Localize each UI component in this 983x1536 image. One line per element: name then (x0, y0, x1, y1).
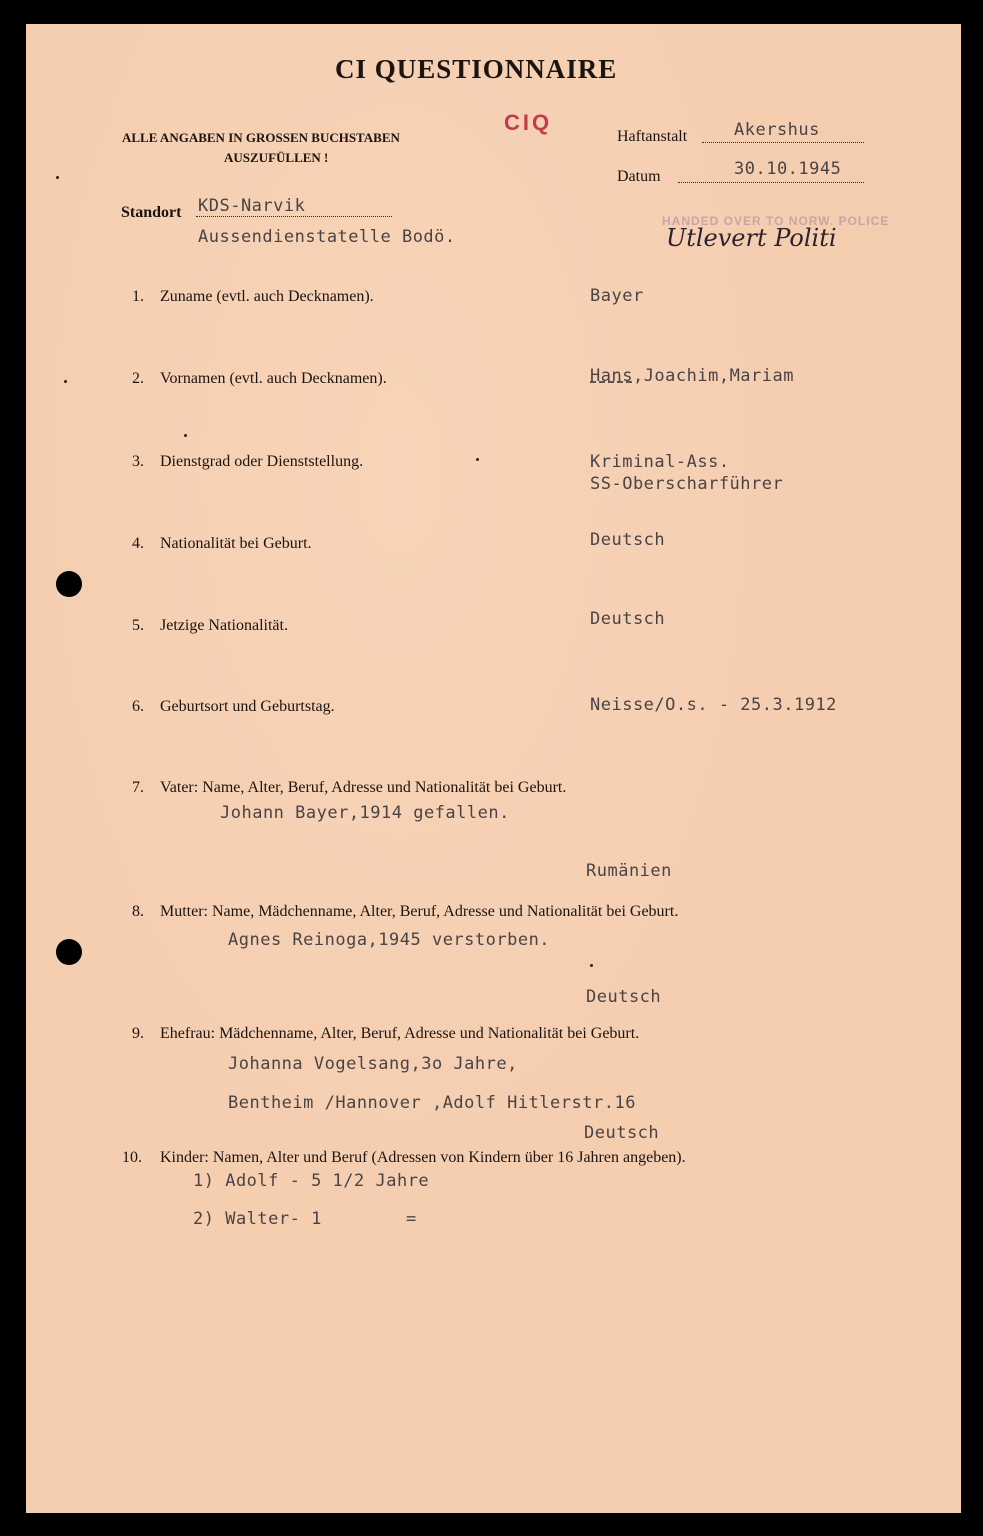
paper-speck (56, 176, 59, 179)
question-10-number: 10. (122, 1149, 142, 1166)
paper-speck (64, 380, 67, 383)
question-2-number: 2. (132, 370, 144, 387)
question-8-number: 8. (132, 903, 144, 920)
punch-hole-top (56, 571, 82, 597)
answer-birthplace-date: Neisse/O.s. - 25.3.1912 (590, 695, 837, 715)
paper-speck (476, 458, 479, 461)
datum-value: 30.10.1945 (734, 159, 842, 179)
answer-rank-1: Kriminal-Ass. (590, 452, 730, 472)
question-6-label: Geburtsort und Geburtstag. (160, 698, 335, 715)
answer-rank-2: SS-Oberscharführer (590, 474, 784, 494)
questionnaire-page (26, 24, 961, 1513)
handwritten-signature: Utlevert Politi (666, 224, 837, 252)
answer-child-1: 1) Adolf - 5 1/2 Jahre (193, 1171, 430, 1191)
datum-line (678, 182, 864, 183)
question-4-number: 4. (132, 535, 144, 552)
question-3-label: Dienstgrad oder Dienststellung. (160, 453, 364, 470)
answer-first-names-rest: ,Joachim,Mariam (632, 366, 794, 386)
paper-speck (184, 434, 187, 437)
instruction-line-2: AUSZUFÜLLEN ! (224, 150, 329, 165)
answer-child-2: 2) Walter- 1 (193, 1209, 322, 1229)
question-9-number: 9. (132, 1025, 144, 1042)
question-10-label: Kinder: Namen, Alter und Beruf (Adressen von Kindern über 16 Jahren angeben). (160, 1149, 686, 1166)
answer-nationality-birth: Deutsch (590, 530, 666, 550)
answer-child-2-ditto: = (406, 1209, 417, 1229)
question-5-number: 5. (132, 617, 144, 634)
question-3-number: 3. (132, 453, 144, 470)
faint-police-stamp: HANDED OVER TO NORW. POLICE (662, 214, 890, 228)
question-1-label: Zuname (evtl. auch Decknamen). (160, 288, 374, 305)
question-9-label: Ehefrau: Mädchenname, Alter, Beruf, Adresse und Nationalität bei Geburt. (160, 1025, 640, 1042)
standort-value-2: Aussendienstatelle Bodö. (198, 227, 456, 247)
question-7-number: 7. (132, 779, 144, 796)
answer-mother-nationality: Deutsch (586, 987, 662, 1007)
answer-wife-1: Johanna Vogelsang,3o Jahre, (228, 1054, 518, 1074)
haftanstalt-line (702, 142, 864, 143)
standort-value-1: KDS-Narvik (198, 196, 306, 216)
haftanstalt-value: Akershus (734, 120, 820, 140)
ciq-stamp: CIQ (504, 110, 553, 135)
answer-first-name-underlined: Hans (590, 366, 633, 386)
standort-line (196, 216, 392, 217)
question-6-number: 6. (132, 698, 144, 715)
standort-label: Standort (121, 204, 182, 221)
question-2-label: Vornamen (evtl. auch Decknamen). (160, 370, 387, 387)
paper-speck (590, 964, 593, 967)
answer-mother: Agnes Reinoga,1945 verstorben. (228, 930, 551, 950)
answer-father: Johann Bayer,1914 gefallen. (220, 803, 510, 823)
answer-first-names (590, 366, 794, 386)
answer-wife-nationality: Deutsch (584, 1123, 660, 1143)
punch-hole-bottom (56, 939, 82, 965)
question-5-label: Jetzige Nationalität. (160, 617, 288, 634)
question-1-number: 1. (132, 288, 144, 305)
answer-father-nationality: Rumänien (586, 861, 672, 881)
answer-wife-2: Bentheim /Hannover ,Adolf Hitlerstr.16 (228, 1093, 636, 1113)
question-7-label: Vater: Name, Alter, Beruf, Adresse und Nationalität bei Geburt. (160, 779, 567, 796)
haftanstalt-label: Haftanstalt (617, 128, 688, 145)
answer-current-nationality: Deutsch (590, 609, 666, 629)
question-8-label: Mutter: Name, Mädchenname, Alter, Beruf, Adresse und Nationalität bei Geburt. (160, 903, 679, 920)
datum-label: Datum (617, 168, 661, 185)
instruction-line-1: ALLE ANGABEN IN GROSSEN BUCHSTABEN (122, 130, 400, 145)
question-4-label: Nationalität bei Geburt. (160, 535, 312, 552)
answer-surname: Bayer (590, 286, 644, 306)
form-title: CI QUESTIONNAIRE (335, 54, 618, 84)
